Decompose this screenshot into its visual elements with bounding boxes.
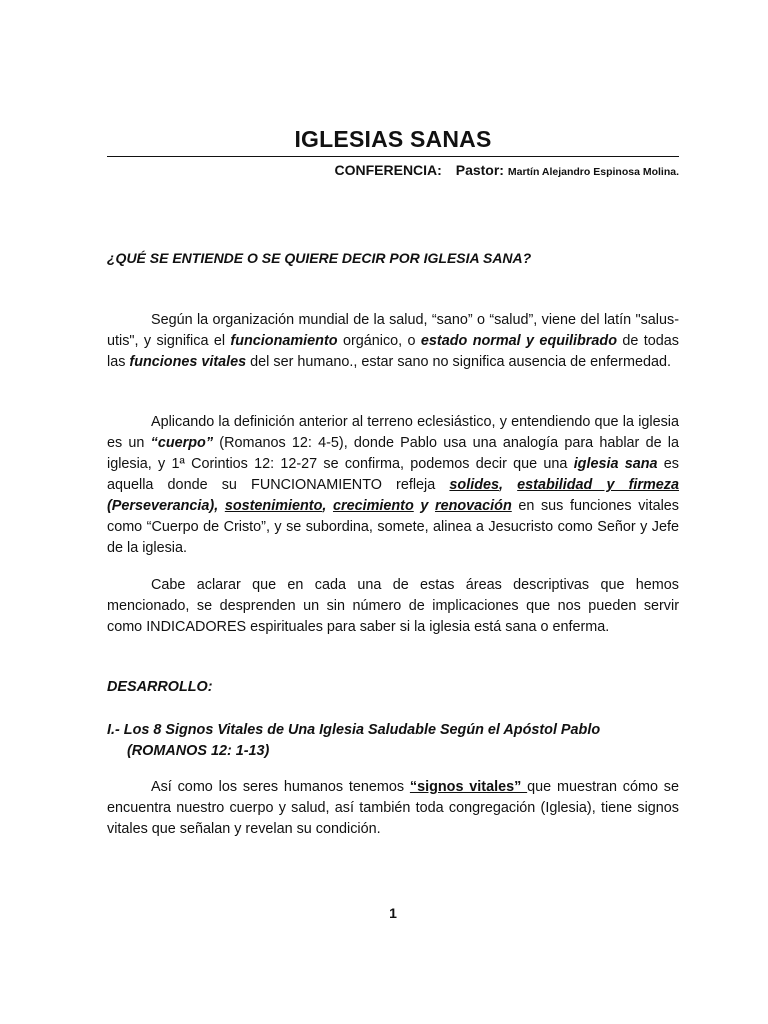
p2-emphasis-solides: solides: [449, 477, 499, 493]
p2-emphasis-y: y: [413, 498, 435, 514]
section-heading-desarrollo: DESARROLLO:: [107, 679, 213, 695]
p2-emphasis-sostenimiento: sostenimiento: [224, 498, 323, 514]
p2-text-1: Aplicando la definición anterior al terreno eclesiástico, y entendiendo que la iglesia es un: [107, 414, 679, 451]
p2-emphasis-iglesia-sana: iglesia sana: [573, 456, 658, 472]
p2-comma-1: ,: [499, 477, 518, 493]
p4-text-2: que muestran cómo se encuentra nuestro cuerpo y salud, así también toda congregación (Iglesia), tiene signos vitales que señalan y revelan su condición.: [107, 779, 679, 837]
p1-text-2: orgánico, o: [337, 333, 421, 349]
p1-text-4: del ser humano., estar sano no significa ausencia de enfermedad.: [246, 354, 671, 370]
page-number: 1: [389, 905, 397, 921]
subheading-line-2: (ROMANOS 12: 1-13): [127, 743, 270, 759]
p2-emphasis-estabilidad: estabilidad y firmeza: [517, 477, 680, 493]
p2-emphasis-cuerpo: “cuerpo”: [150, 435, 214, 451]
p2-text-3: es aquella donde su FUNCIONAMIENTO refleja: [107, 456, 679, 493]
conference-byline: [335, 162, 680, 178]
p2-emphasis-renovacion: renovación: [434, 498, 512, 514]
conference-label: CONFERENCIA:: [334, 162, 442, 178]
p2-emphasis-crecimiento: crecimiento: [332, 498, 414, 514]
paragraph-signos-vitales: [107, 777, 679, 840]
subheading-line-1: I.- Los 8 Signos Vitales de Una Iglesia Saludable Según el Apóstol Pablo: [107, 722, 601, 738]
p1-text-1: Según la organización mundial de la salud, “sano” o “salud”, viene del latín "salus-utis", y significa el: [107, 312, 679, 349]
p1-text-3: de todas las: [107, 333, 679, 370]
document-title: IGLESIAS SANAS: [294, 126, 492, 152]
p1-emphasis-estado-normal: estado normal y equilibrado: [420, 333, 617, 349]
p4-emphasis-signos-vitales: “signos vitales”: [409, 779, 528, 795]
p4-text-1: Así como los seres humanos tenemos: [151, 779, 410, 795]
p2-text-4: en sus funciones vitales como “Cuerpo de Cristo”, y se subordina, somete, alinea a Jesucristo como Señor y Jefe de la iglesia.: [107, 498, 679, 556]
pastor-name: Martín Alejandro Espinosa Molina.: [507, 166, 679, 178]
p3-text: Cabe aclarar que en cada una de estas áreas descriptivas que hemos mencionado, se desprenden un sin número de implicaciones que nos pueden servir como INDICADORES espirituales para saber si la iglesia está sana o enferma.: [107, 577, 679, 635]
p2-comma-2: ,: [322, 498, 333, 514]
title-divider: [107, 156, 679, 157]
question-heading: ¿QUÉ SE ENTIENDE O SE QUIERE DECIR POR IGLESIA SANA?: [107, 250, 532, 266]
p1-emphasis-funcionamiento: funcionamiento: [230, 333, 338, 349]
paragraph-iglesia-sana: [107, 412, 679, 559]
paragraph-indicadores: [107, 575, 679, 638]
pastor-label: Pastor:: [455, 162, 504, 178]
p2-emphasis-perseverancia: (Perseverancia),: [107, 498, 225, 514]
p2-text-2: (Romanos 12: 4-5), donde Pablo usa una analogía para hablar de la iglesia, y 1ª Corintios 12: 12-27 se confirma, podemos decir que una: [107, 435, 680, 472]
paragraph-salud-definition: [107, 310, 679, 373]
p1-emphasis-funciones-vitales: funciones vitales: [129, 354, 247, 370]
subheading-signos-vitales: [107, 720, 687, 762]
